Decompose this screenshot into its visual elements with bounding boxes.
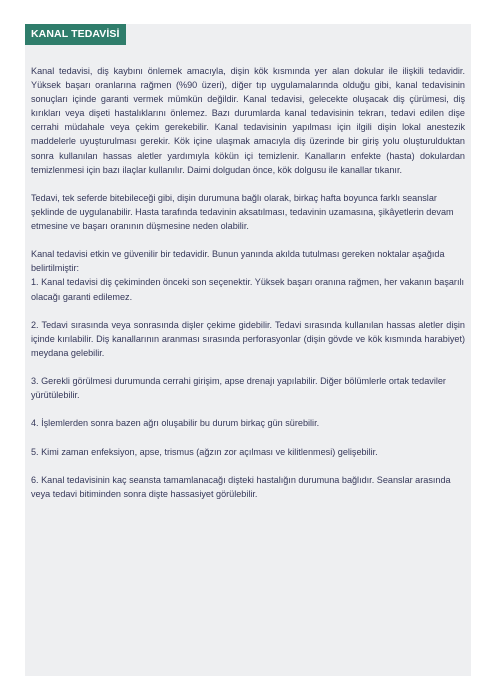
list-item-2: 2. Tedavi sırasında veya sonrasında dişler çekime gidebilir. Tedavi sırasında kullanılan hassas aletler dişin içinde kırılabilir. Diş kanallarının aranması sırasında perforasyonlar (dişin gövde ve kök kısmında harabiyet) meydana gelebilir. <box>31 319 465 358</box>
paragraph-intro: Kanal tedavisi, diş kaybını önlemek amacıyla, dişin kök kısmında yer alan dokular ile ilişkili tedavidir. Yüksek başarı oranlarına rağmen (%90 üzeri), diğer tıp uygulamalarında olduğu gibi, kanal tedavisinin sonuçları içinde garanti vermek mümkün değildir. Kanal tedavisi, gelecekte oluşacak diş çürümesi, diş kırıkları veya dişeti hastalıklarını önlemez. Bazı durumlarda kanal tedavisinin tekrarı, tedavi edilen dişe cerrahi müdahale veya çekim gerekebilir. Kanal tedavisinin yapılması için ilgili dişin lokal anestezik maddelerle uyuşturulması gerekir. Kök içine ulaşmak amacıyla diş üzerinde bir giriş yolu oluşturulduktan sonra kullanılan hassas aletler yardımıyla kökün içi temizlenir. Kanalların enfekte (hasta) dokulardan temizlenmesi için bazı ilaçlar kullanılır. Daimi dolgudan önce, kök dolgusu ile kanallar tıkanır. <box>31 66 465 175</box>
content-panel <box>25 24 471 676</box>
paragraph-notes: Kanal tedavisi etkin ve güvenilir bir tedavidir. Bunun yanında akılda tutulması gereken noktalar aşağıda belirtilmiştir: 1. Kanal tedavisi diş çekiminden önceki son seçenektir. Yüksek başarı oranına rağmen, her vakanın başarılı olacağı garanti edilemez. <box>31 249 465 302</box>
section-title: KANAL TEDAVİSİ <box>25 24 126 45</box>
list-item-4: 4. İşlemlerden sonra bazen ağrı oluşabilir bu durum birkaç gün sürebilir. <box>31 418 320 429</box>
list-item-6: 6. Kanal tedavisinin kaç seansta tamamlanacağı dişteki hastalığın durumuna bağlıdır. Seanslar arasında veya tedavi bitiminden sonra dişte hassasiyet görülebilir. <box>31 474 451 499</box>
list-item-3: 3. Gerekli görülmesi durumunda cerrahi girişim, apse drenajı yapılabilir. Diğer bölümlerle ortak tedaviler yürütülebilir. <box>31 376 446 401</box>
paragraph-sessions: Tedavi, tek seferde bitebileceği gibi, dişin durumuna bağlı olarak, birkaç hafta boyunca farklı seanslar şeklinde de uygulanabilir. Hasta tarafında tedavinin aksatılması, tedavinin uzamasına, şikâyetlerin devam etmesine ve başarı oranının düşmesine neden olabilir. <box>31 192 454 232</box>
list-item-5: 5. Kimi zaman enfeksiyon, apse, trismus (ağzın zor açılması ve kilitlenmesi) gelişebilir. <box>31 446 378 457</box>
body-text <box>31 64 465 515</box>
